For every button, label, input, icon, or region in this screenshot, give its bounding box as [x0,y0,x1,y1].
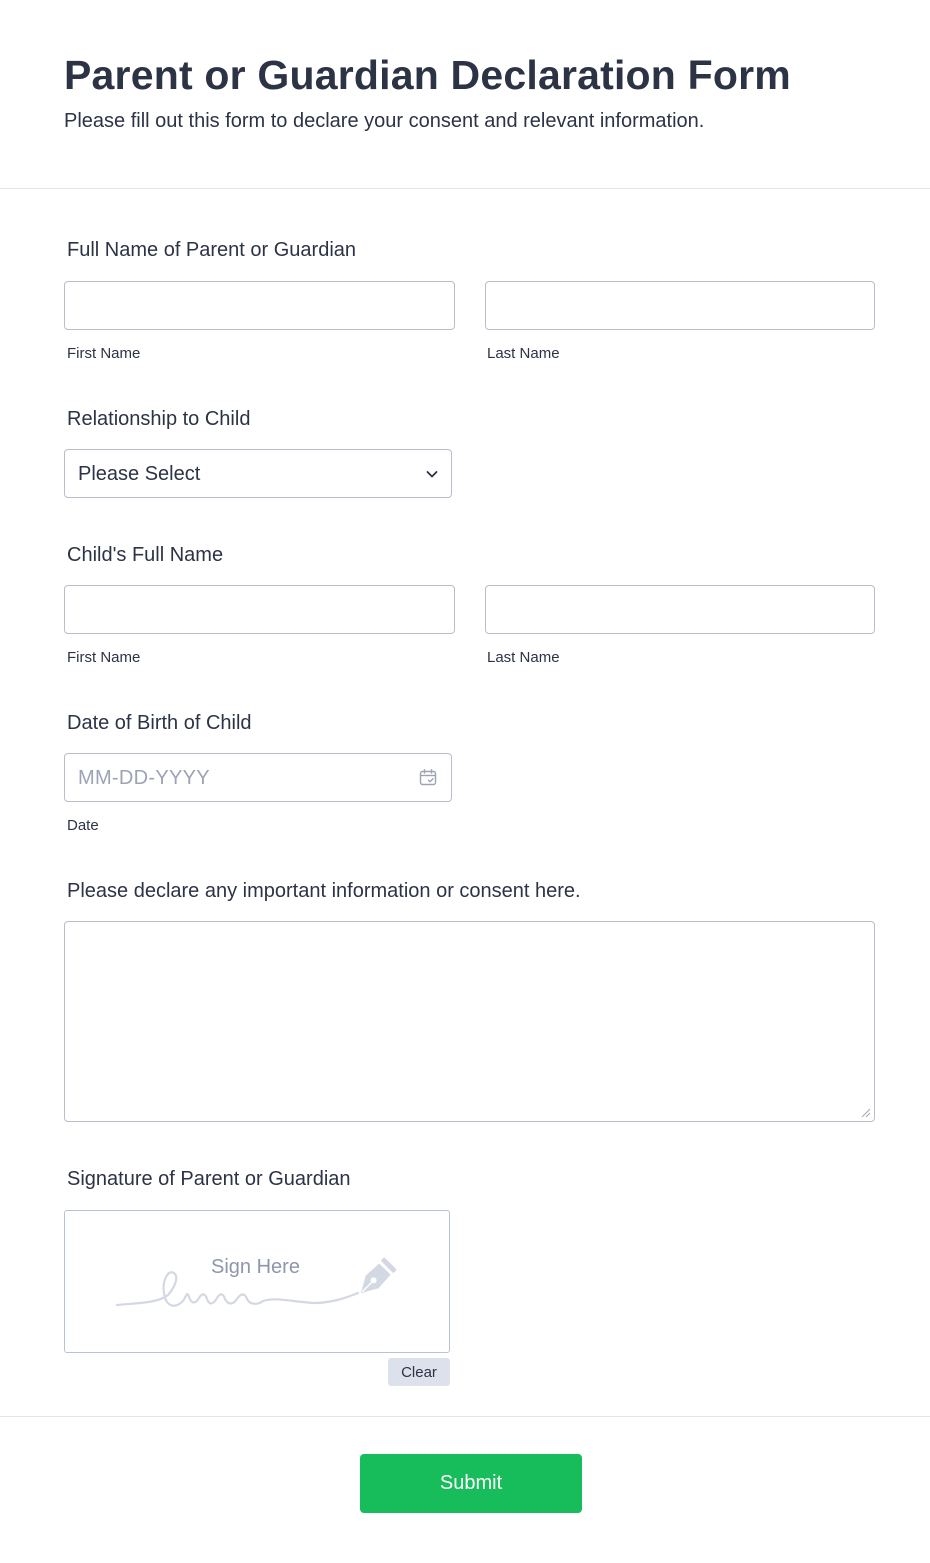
dob-placeholder: MM-DD-YYYY [78,767,210,789]
parent-last-name-input[interactable] [485,281,875,330]
relationship-select[interactable] [64,449,452,498]
signature-pen-icon [113,1251,403,1313]
relationship-label: Relationship to Child [67,408,251,430]
child-name-label: Child's Full Name [67,544,224,566]
form-subtitle: Please fill out this form to declare your consent and relevant information. [64,110,705,132]
declaration-label: Please declare any important information or consent here. [67,880,581,902]
parent-name-label: Full Name of Parent or Guardian [67,239,357,261]
child-first-name-sublabel: First Name [67,649,141,666]
child-last-name-input[interactable] [485,585,875,634]
clear-signature-button[interactable]: Clear [388,1358,450,1386]
footer-divider [0,1416,930,1417]
calendar-icon[interactable] [418,768,438,788]
sign-here-text: Sign Here [211,1256,300,1278]
child-first-name-input[interactable] [64,585,455,634]
signature-label: Signature of Parent or Guardian [67,1168,351,1190]
chevron-down-icon [425,467,439,481]
resize-handle-icon[interactable] [861,1108,871,1118]
form-title: Parent or Guardian Declaration Form [64,52,791,98]
relationship-select-value: Please Select [78,463,201,485]
parent-first-name-sublabel: First Name [67,345,141,362]
parent-last-name-sublabel: Last Name [487,345,560,362]
child-last-name-sublabel: Last Name [487,649,560,666]
submit-button[interactable]: Submit [360,1454,582,1513]
dob-sublabel: Date [67,817,99,834]
dob-input[interactable] [64,753,452,802]
form-header [0,0,930,189]
parent-first-name-input[interactable] [64,281,455,330]
dob-label: Date of Birth of Child [67,712,252,734]
signature-pad[interactable] [64,1210,450,1353]
declaration-textarea[interactable] [64,921,875,1122]
